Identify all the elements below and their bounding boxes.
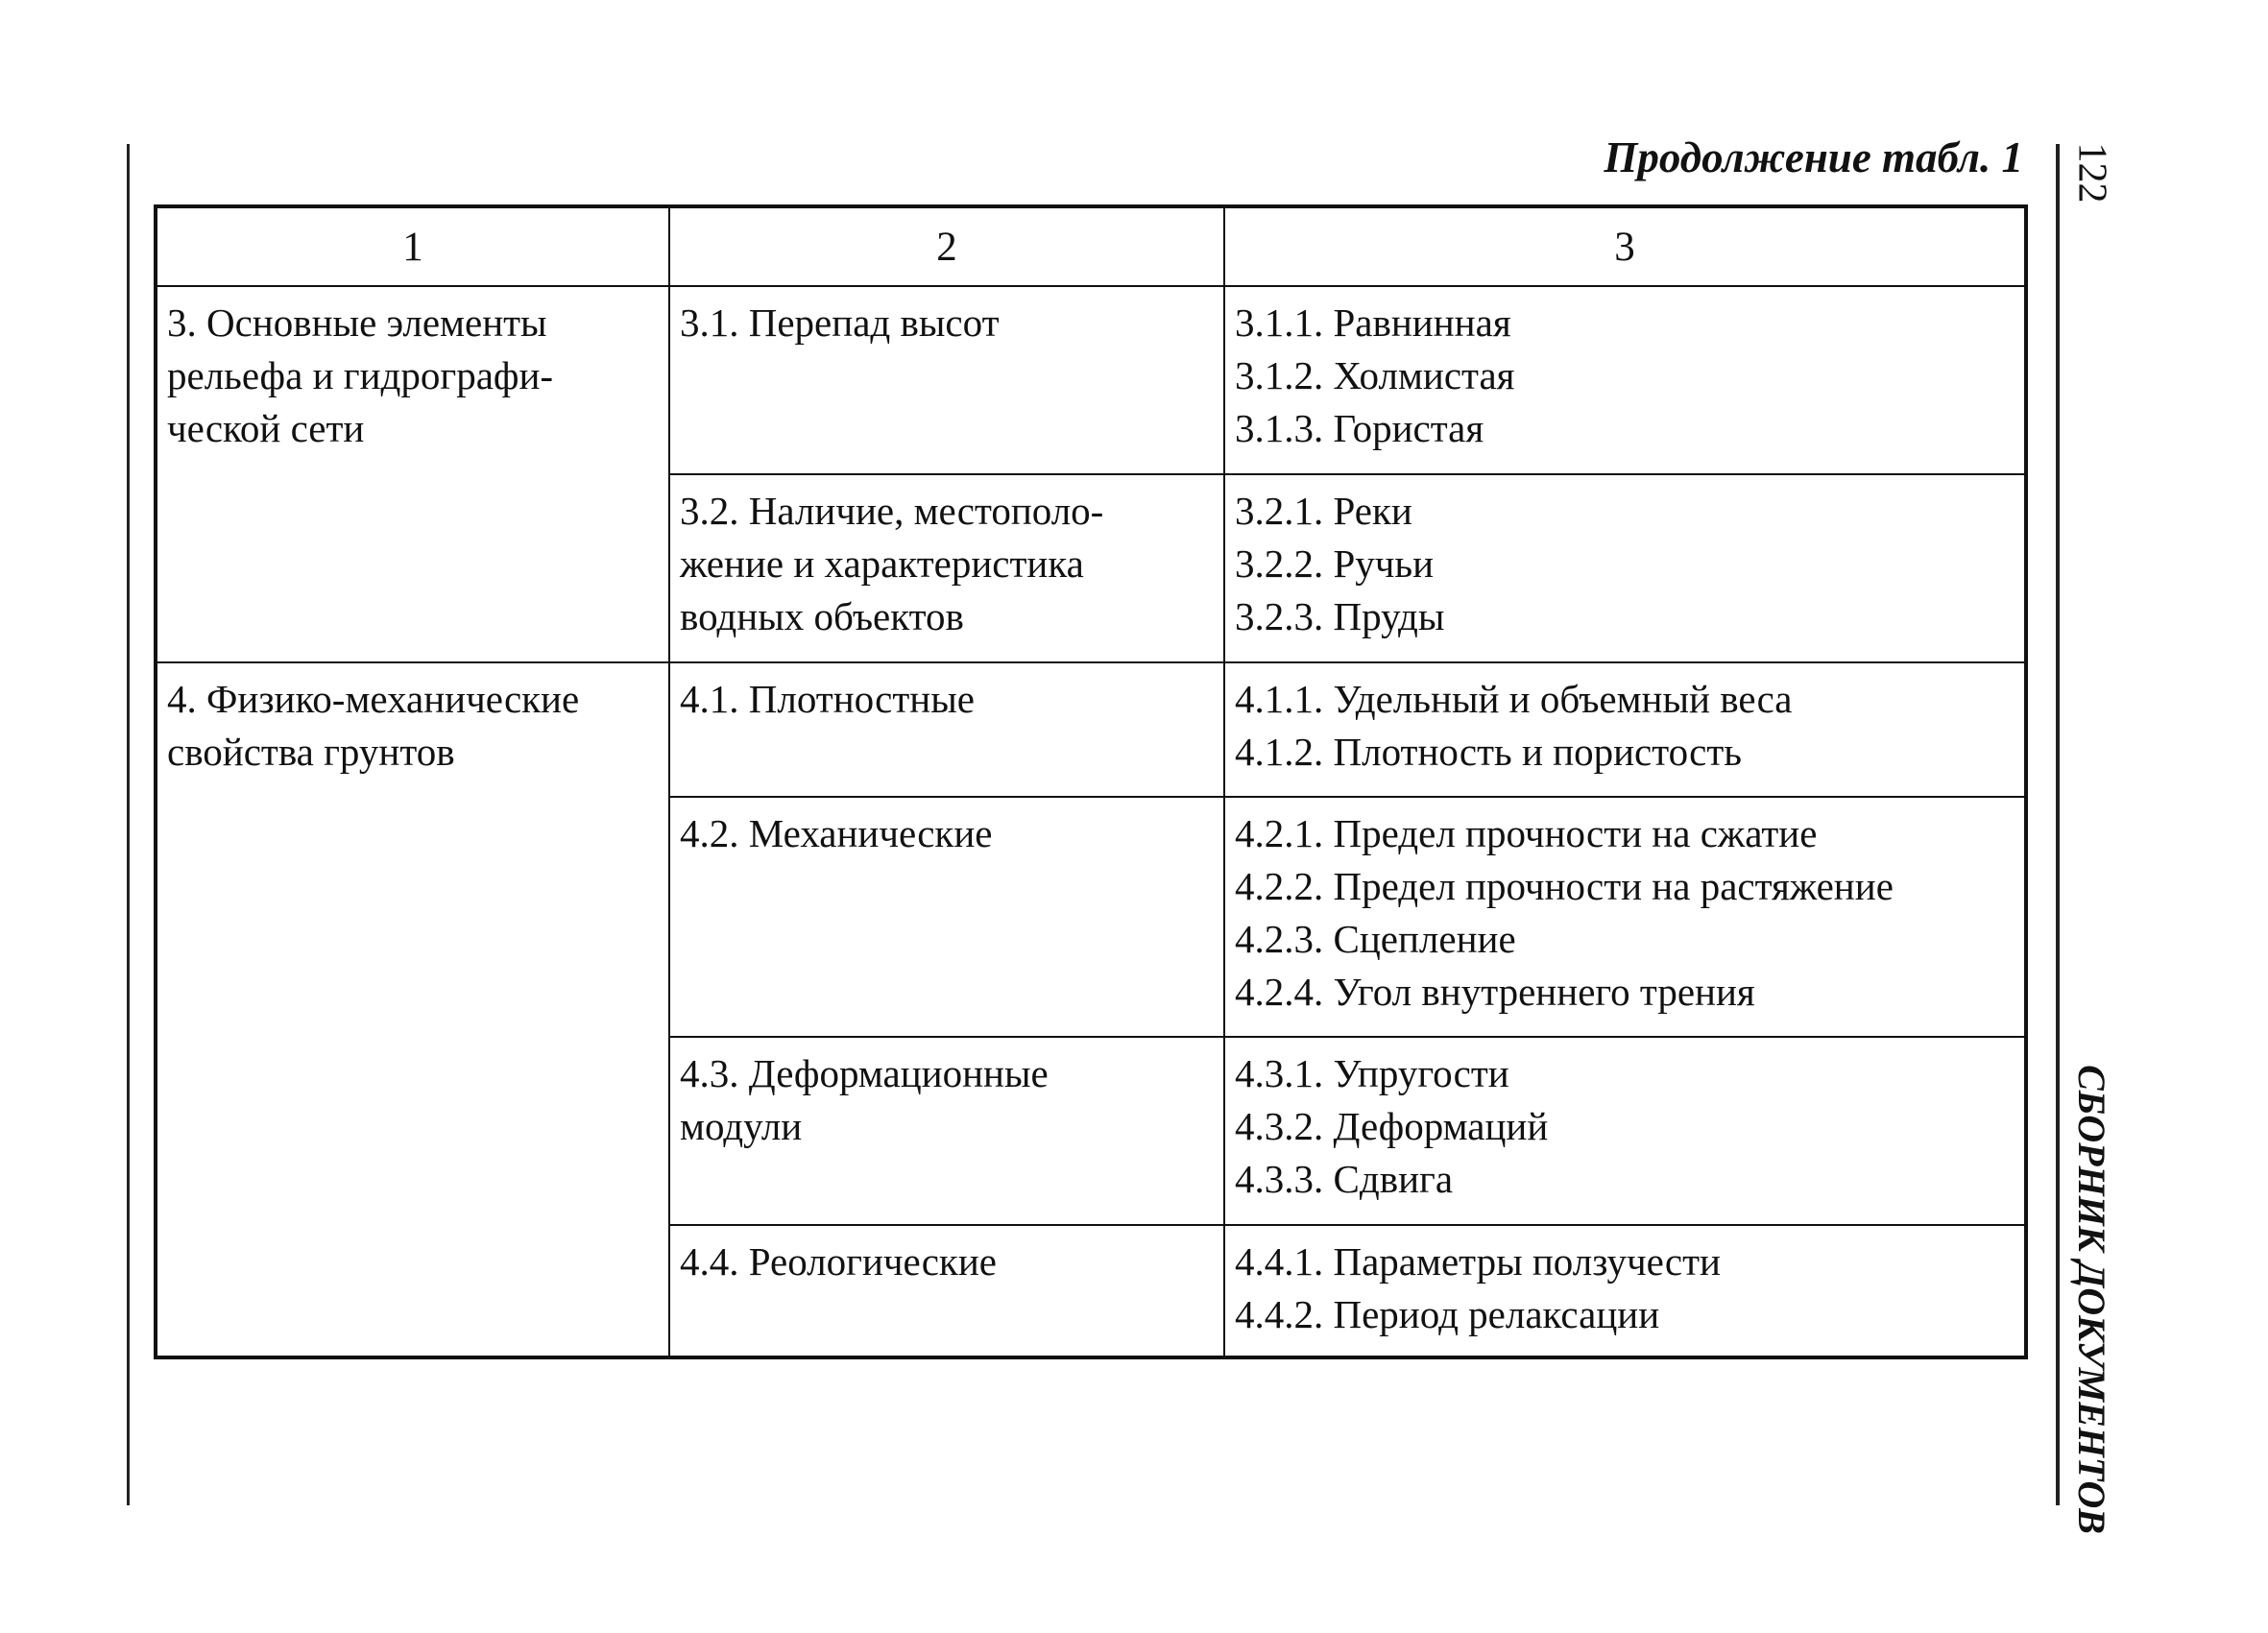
items-cell <box>1224 1037 2026 1225</box>
items-cell <box>1224 474 2026 662</box>
table-continuation-caption: Продолжение табл. 1 <box>1604 133 2023 181</box>
item-line: 3.2.1. Реки <box>1235 489 1412 533</box>
column-header-1: 1 <box>156 206 669 286</box>
items-cell <box>1224 662 2026 797</box>
subcategory-line: 4.3. Деформационные <box>680 1051 1049 1095</box>
column-header-3: 3 <box>1224 206 2026 286</box>
table-row <box>156 286 2026 474</box>
subcategory-cell <box>669 286 1224 474</box>
category-line: свойства грунтов <box>167 730 455 774</box>
subcategory-line: жение и характеристика <box>680 541 1084 586</box>
item-line: 4.2.2. Предел прочности на растяжение <box>1235 864 1894 908</box>
subcategory-cell <box>669 662 1224 797</box>
subcategory-line: 4.2. Механические <box>680 811 993 855</box>
subcategory-line: 4.1. Плотностные <box>680 677 975 721</box>
category-cell <box>156 662 669 1357</box>
item-line: 3.1.3. Гористая <box>1235 406 1484 450</box>
running-title-text: СБОРНИК ДОКУМЕНТОВ <box>2069 1064 2113 1534</box>
items-cell <box>1224 797 2026 1037</box>
item-line: 4.2.4. Угол внутреннего трения <box>1235 970 1755 1014</box>
category-line: 4. Физико-механические <box>167 677 580 721</box>
item-line: 4.1.2. Плотность и пористость <box>1235 730 1742 774</box>
item-line: 4.2.1. Предел прочности на сжатие <box>1235 811 1818 855</box>
subcategory-line: 4.4. Реологические <box>680 1239 997 1284</box>
item-line: 4.4.1. Параметры ползучести <box>1235 1239 1721 1284</box>
page-number-text: 122 <box>2069 142 2113 204</box>
item-line: 4.3.3. Сдвига <box>1235 1157 1454 1201</box>
item-line: 4.3.2. Деформаций <box>1235 1104 1549 1148</box>
item-line: 4.4.2. Период релаксации <box>1235 1292 1660 1336</box>
column-header-2: 2 <box>669 206 1224 286</box>
item-line: 4.1.1. Удельный и объемный веса <box>1235 677 1793 721</box>
item-line: 3.2.2. Ручьи <box>1235 541 1435 586</box>
running-title <box>2064 1064 2118 1534</box>
items-cell <box>1224 286 2026 474</box>
item-line: 3.1.1. Равнинная <box>1235 300 1511 345</box>
subcategory-line: 3.2. Наличие, местополо- <box>680 489 1104 533</box>
subcategory-line: модули <box>680 1104 803 1148</box>
data-table <box>154 204 2028 1359</box>
table-header-row <box>156 206 2026 286</box>
subcategory-line: водных объектов <box>680 594 964 638</box>
right-margin-rule <box>2056 144 2060 1505</box>
category-line: рельефа и гидрографи- <box>167 353 554 397</box>
subcategory-cell <box>669 1037 1224 1225</box>
subcategory-cell <box>669 797 1224 1037</box>
item-line: 3.2.3. Пруды <box>1235 594 1445 638</box>
category-line: 3. Основные элементы <box>167 300 547 345</box>
page-number <box>2063 144 2120 202</box>
left-margin-rule <box>127 144 130 1505</box>
subcategory-cell <box>669 1225 1224 1357</box>
item-line: 4.3.1. Упругости <box>1235 1051 1509 1095</box>
item-line: 3.1.2. Холмистая <box>1235 353 1515 397</box>
items-cell <box>1224 1225 2026 1357</box>
subcategory-cell <box>669 474 1224 662</box>
category-cell <box>156 286 669 662</box>
subcategory-line: 3.1. Перепад высот <box>680 300 1000 345</box>
category-line: ческой сети <box>167 406 365 450</box>
item-line: 4.2.3. Сцепление <box>1235 917 1516 961</box>
table-row <box>156 662 2026 797</box>
